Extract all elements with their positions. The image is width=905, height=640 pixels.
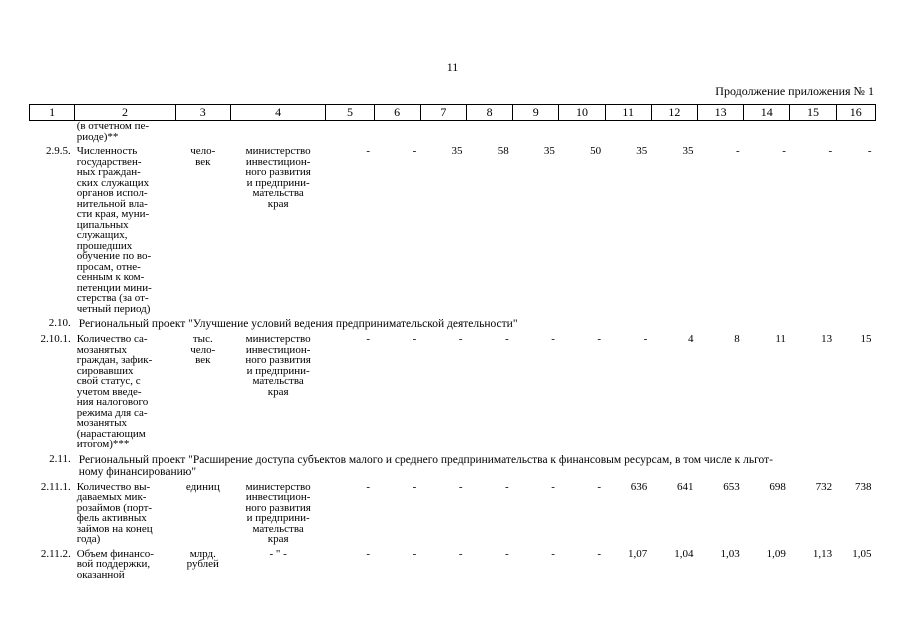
value-cell: - — [458, 480, 463, 493]
value-cell: 738 — [855, 480, 872, 493]
value-cell: - — [736, 145, 740, 157]
value-cell: 1,13 — [812, 547, 833, 560]
column-header-14: 14 — [744, 105, 790, 121]
section-row — [30, 450, 876, 478]
value-cell: - — [643, 333, 648, 345]
value-cell: - — [366, 145, 371, 157]
empty-cell — [790, 121, 836, 143]
empty-cell — [374, 121, 420, 143]
empty-cell — [744, 121, 790, 143]
unit-cell: единиц — [185, 480, 220, 493]
empty-cell — [651, 121, 697, 143]
section-title: Региональный проект "Расширение доступа субъектов малого и среднего предпринимательства к финансовым ресурсам, в том числе к льгот- ному финансированию" — [78, 453, 773, 478]
unit-cell: тыс. чело- век — [190, 333, 216, 366]
responsible-cell: министерство инвестицион- ного развития и предприни- мательства края — [245, 145, 311, 210]
value-cell: 1,05 — [852, 547, 872, 560]
value-cell: - — [458, 333, 463, 345]
empty-cell — [175, 121, 230, 143]
section-row — [30, 314, 876, 330]
value-cell: - — [366, 547, 371, 560]
value-cell: 653 — [723, 480, 740, 493]
value-cell: - — [505, 480, 509, 493]
column-header-5: 5 — [326, 105, 374, 121]
carryover-text: (в отчетном пе- риоде)** — [76, 120, 150, 143]
column-header-2: 2 — [75, 105, 175, 121]
value-cell: 8 — [734, 333, 740, 345]
value-cell: - — [505, 547, 509, 560]
value-cell: 35 — [682, 145, 694, 157]
value-cell: 58 — [497, 145, 509, 157]
indicator-name: Количество вы- даваемых мик- розаймов (порт- фель активных займов на конец года) — [76, 480, 153, 545]
value-cell: 1,09 — [766, 547, 786, 560]
value-cell: 35 — [451, 145, 463, 157]
value-cell: 1,04 — [674, 547, 694, 560]
table-row — [30, 545, 876, 581]
column-header-13: 13 — [698, 105, 744, 121]
empty-cell — [698, 121, 744, 143]
value-cell: - — [551, 480, 555, 493]
value-cell: - — [597, 480, 602, 493]
responsible-cell: - " - — [269, 547, 287, 560]
value-cell: 698 — [769, 480, 786, 493]
table-body — [30, 121, 876, 581]
empty-cell — [230, 121, 325, 143]
value-cell: 732 — [815, 480, 833, 493]
unit-cell: чело- век — [190, 145, 216, 168]
value-cell: - — [412, 333, 417, 345]
value-cell: - — [412, 480, 417, 493]
value-cell: - — [782, 145, 786, 157]
row-code: 2.11.1. — [40, 480, 71, 493]
column-header-15: 15 — [790, 105, 836, 121]
value-cell: 35 — [636, 145, 648, 157]
row-code: 2.11.2. — [40, 547, 71, 560]
value-cell: 11 — [775, 333, 786, 345]
value-cell: - — [366, 333, 371, 345]
table-row — [30, 478, 876, 545]
value-cell: - — [551, 547, 555, 560]
empty-cell — [605, 121, 651, 143]
value-cell: - — [597, 333, 602, 345]
value-cell: - — [412, 547, 417, 560]
indicator-name: Объем финансо- вой поддержки, оказанной — [76, 547, 154, 581]
row-code: 2.10. — [48, 317, 71, 329]
value-cell: - — [505, 333, 509, 345]
section-title: Региональный проект "Улучшение условий ведения предпринимательской деятельности" — [78, 318, 518, 330]
column-header-10: 10 — [559, 105, 605, 121]
empty-cell — [513, 121, 559, 143]
value-cell: 50 — [590, 145, 602, 157]
responsible-cell: министерство инвестицион- ного развития и предприни- мательства края — [245, 480, 311, 545]
table-row — [30, 121, 876, 143]
page-number: 11 — [446, 60, 459, 74]
empty-cell — [836, 121, 875, 143]
table-row — [30, 330, 876, 450]
unit-cell: млрд. рублей — [186, 547, 219, 570]
responsible-cell: министерство инвестицион- ного развития и предприни- мательства края — [245, 333, 311, 398]
value-cell: - — [597, 547, 602, 560]
value-cell: - — [551, 333, 555, 345]
value-cell: 13 — [821, 333, 833, 345]
column-header-12: 12 — [651, 105, 697, 121]
column-header-7: 7 — [420, 105, 466, 121]
indicators-table — [29, 104, 876, 580]
empty-cell — [326, 121, 374, 143]
value-cell: 35 — [543, 145, 555, 157]
value-cell: 1,03 — [720, 547, 740, 560]
header-row — [30, 105, 876, 121]
value-cell: 4 — [688, 333, 694, 345]
value-cell: 15 — [860, 333, 872, 345]
row-code: 2.11. — [49, 452, 71, 465]
empty-cell — [420, 121, 466, 143]
value-cell: - — [867, 145, 872, 157]
value-cell: - — [458, 547, 463, 560]
column-header-6: 6 — [374, 105, 420, 121]
table-row — [30, 142, 876, 314]
column-header-3: 3 — [175, 105, 230, 121]
empty-cell — [30, 121, 75, 143]
column-header-4: 4 — [230, 105, 325, 121]
column-header-1: 1 — [30, 105, 75, 121]
row-code: 2.9.5. — [45, 145, 71, 157]
row-code: 2.10.1. — [40, 333, 71, 345]
empty-cell — [559, 121, 605, 143]
value-cell: 1,07 — [628, 547, 648, 560]
column-header-8: 8 — [466, 105, 512, 121]
indicator-name: Численность государствен- ных граждан- ских служащих органов испол- нительной вла- сти края, муни- ципальных служащих, прошедших обучение по во- просам, отне- сенным к ком- петенции мини- стерства (за от- четный период) — [76, 145, 152, 315]
empty-cell — [466, 121, 512, 143]
value-cell: 641 — [677, 480, 694, 493]
column-header-16: 16 — [836, 105, 875, 121]
value-cell: 636 — [630, 480, 648, 493]
column-header-11: 11 — [605, 105, 651, 121]
indicator-name: Количество са- мозанятых граждан, зафик- сировавших свой статус, с учетом введе- ния налогового режима для са- мозанятых (нарастающим итогом)*** — [76, 333, 153, 450]
column-header-9: 9 — [513, 105, 559, 121]
continuation-note: Продолжение приложения № 1 — [715, 84, 874, 98]
value-cell: - — [828, 145, 833, 157]
value-cell: - — [366, 480, 371, 493]
value-cell: - — [412, 145, 417, 157]
